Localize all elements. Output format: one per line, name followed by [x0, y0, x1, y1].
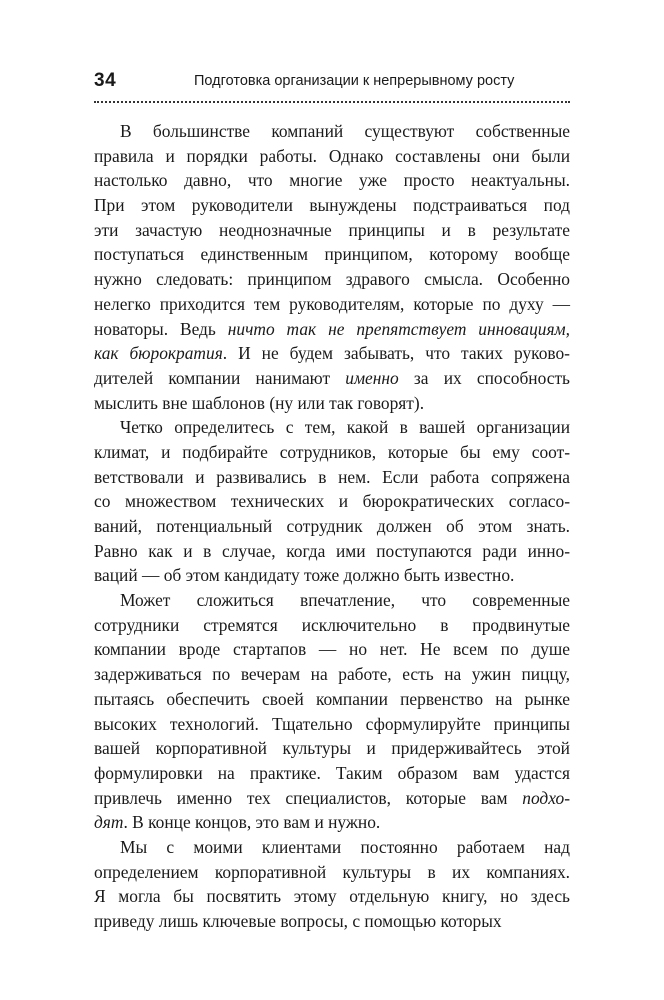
italic-text-run: ничто так не препятствует инновациям, [227, 318, 571, 339]
text-line [94, 465, 570, 490]
text-line [94, 588, 570, 613]
text-run: ветствовали и развивались в нем. Если работа сопряжена [94, 466, 570, 487]
text-run: настолько давно, что многие уже просто неактуальны. [94, 170, 570, 191]
page-number: 34 [94, 70, 117, 91]
text-run: ваний, потенциальный сотрудник должен об этом знать. [94, 516, 570, 536]
text-run: высоких технологий. Тщательно сформулируйте принципы [94, 713, 570, 734]
paragraph [94, 835, 570, 934]
text-run: . И не будем забывать, что таких руково- [222, 343, 570, 364]
text-run: привлечь именно тех специалистов, которые вам [94, 787, 523, 808]
text-run: нелегко приходится тем руководителям, которые по духу — [94, 293, 570, 314]
text-line [94, 909, 570, 934]
text-line [94, 391, 570, 416]
italic-text-run: как бюрократия [94, 343, 223, 364]
text-line [94, 366, 570, 391]
text-run: новаторы. Ведь [94, 318, 228, 339]
text-line [94, 144, 570, 169]
text-line [94, 761, 570, 786]
text-line [94, 119, 570, 144]
text-line [94, 440, 570, 465]
text-line [94, 317, 570, 342]
text-run: вашей корпоративной культуры и придерживайтесь этой [94, 738, 570, 759]
text-run: поступаться единственным принципом, которому вообще [94, 244, 570, 265]
text-line [94, 563, 570, 588]
text-line [94, 539, 570, 564]
paragraph [94, 588, 570, 835]
paragraph [94, 119, 570, 415]
text-run: мыслить вне шаблонов (ну или так говорят). [94, 392, 425, 413]
text-line [94, 193, 570, 218]
text-line [94, 514, 570, 539]
text-run: климат, и подбирайте сотрудников, которые бы ему соот- [94, 441, 570, 462]
text-line [94, 218, 570, 243]
text-run: определением корпоративной культуры в их компаниях. [94, 861, 570, 882]
text-line [94, 613, 570, 638]
italic-text-run: именно [345, 367, 399, 388]
text-run: Мы с моими клиентами постоянно работаем над [120, 836, 570, 857]
text-line [94, 242, 570, 267]
text-line [94, 637, 570, 662]
text-line [94, 810, 570, 835]
text-run: за их способность [398, 367, 570, 388]
body-text [94, 119, 570, 934]
text-run: Равно как и в случае, когда ими поступаются ради инно- [94, 540, 570, 561]
text-run: со множеством технических и бюрократических согласо- [94, 491, 570, 512]
text-line [94, 341, 570, 366]
text-run: Я могла бы посвятить этому отдельную книгу, но здесь [94, 886, 570, 907]
text-line [94, 835, 570, 860]
running-title: Подготовка организации к непрерывному росту [194, 73, 515, 89]
text-run: компании вроде стартапов — но нет. Не всем по душе [94, 639, 570, 660]
text-run: Может сложиться впечатление, что современные [120, 590, 570, 611]
text-run: В большинстве компаний существуют собственные [120, 121, 570, 141]
text-run: дителей компании нанимают [94, 367, 346, 388]
paragraph [94, 415, 570, 588]
text-line [94, 884, 570, 909]
text-run: Четко определитесь с тем, какой в вашей организации [120, 417, 570, 438]
italic-text-run: подхо- [522, 787, 570, 808]
text-run: нужно следовать: принципом здравого смысла. Особенно [94, 269, 570, 290]
text-line [94, 860, 570, 885]
text-run: правила и порядки работы. Однако составлены они были [94, 145, 570, 166]
text-line [94, 736, 570, 761]
text-line [94, 168, 570, 193]
dotted-divider [94, 101, 570, 103]
text-line [94, 662, 570, 687]
text-line [94, 267, 570, 292]
text-run: эти зачастую неоднозначные принципы и в результате [94, 219, 570, 240]
text-run: задерживаться по вечерам на работе, есть на ужин пиццу, [94, 664, 570, 685]
text-run: ваций — об этом кандидату тоже должно быть известно. [94, 565, 515, 586]
text-line [94, 415, 570, 440]
text-run: формулировки на практике. Таким образом вам удастся [94, 762, 570, 783]
text-line [94, 687, 570, 712]
text-run: сотрудники стремятся исключительно в продвинутые [94, 614, 570, 635]
text-line [94, 786, 570, 811]
italic-text-run: дят [94, 812, 124, 833]
text-run: пытаясь обеспечить своей компании первенство на рынке [94, 688, 570, 709]
text-line [94, 489, 570, 514]
text-line [94, 712, 570, 737]
text-line [94, 292, 570, 317]
text-run: При этом руководители вынуждены подстраиваться под [94, 195, 570, 216]
text-run: приведу лишь ключевые вопросы, с помощью которых [94, 911, 502, 931]
text-run: . В конце концов, это вам и нужно. [123, 812, 381, 833]
